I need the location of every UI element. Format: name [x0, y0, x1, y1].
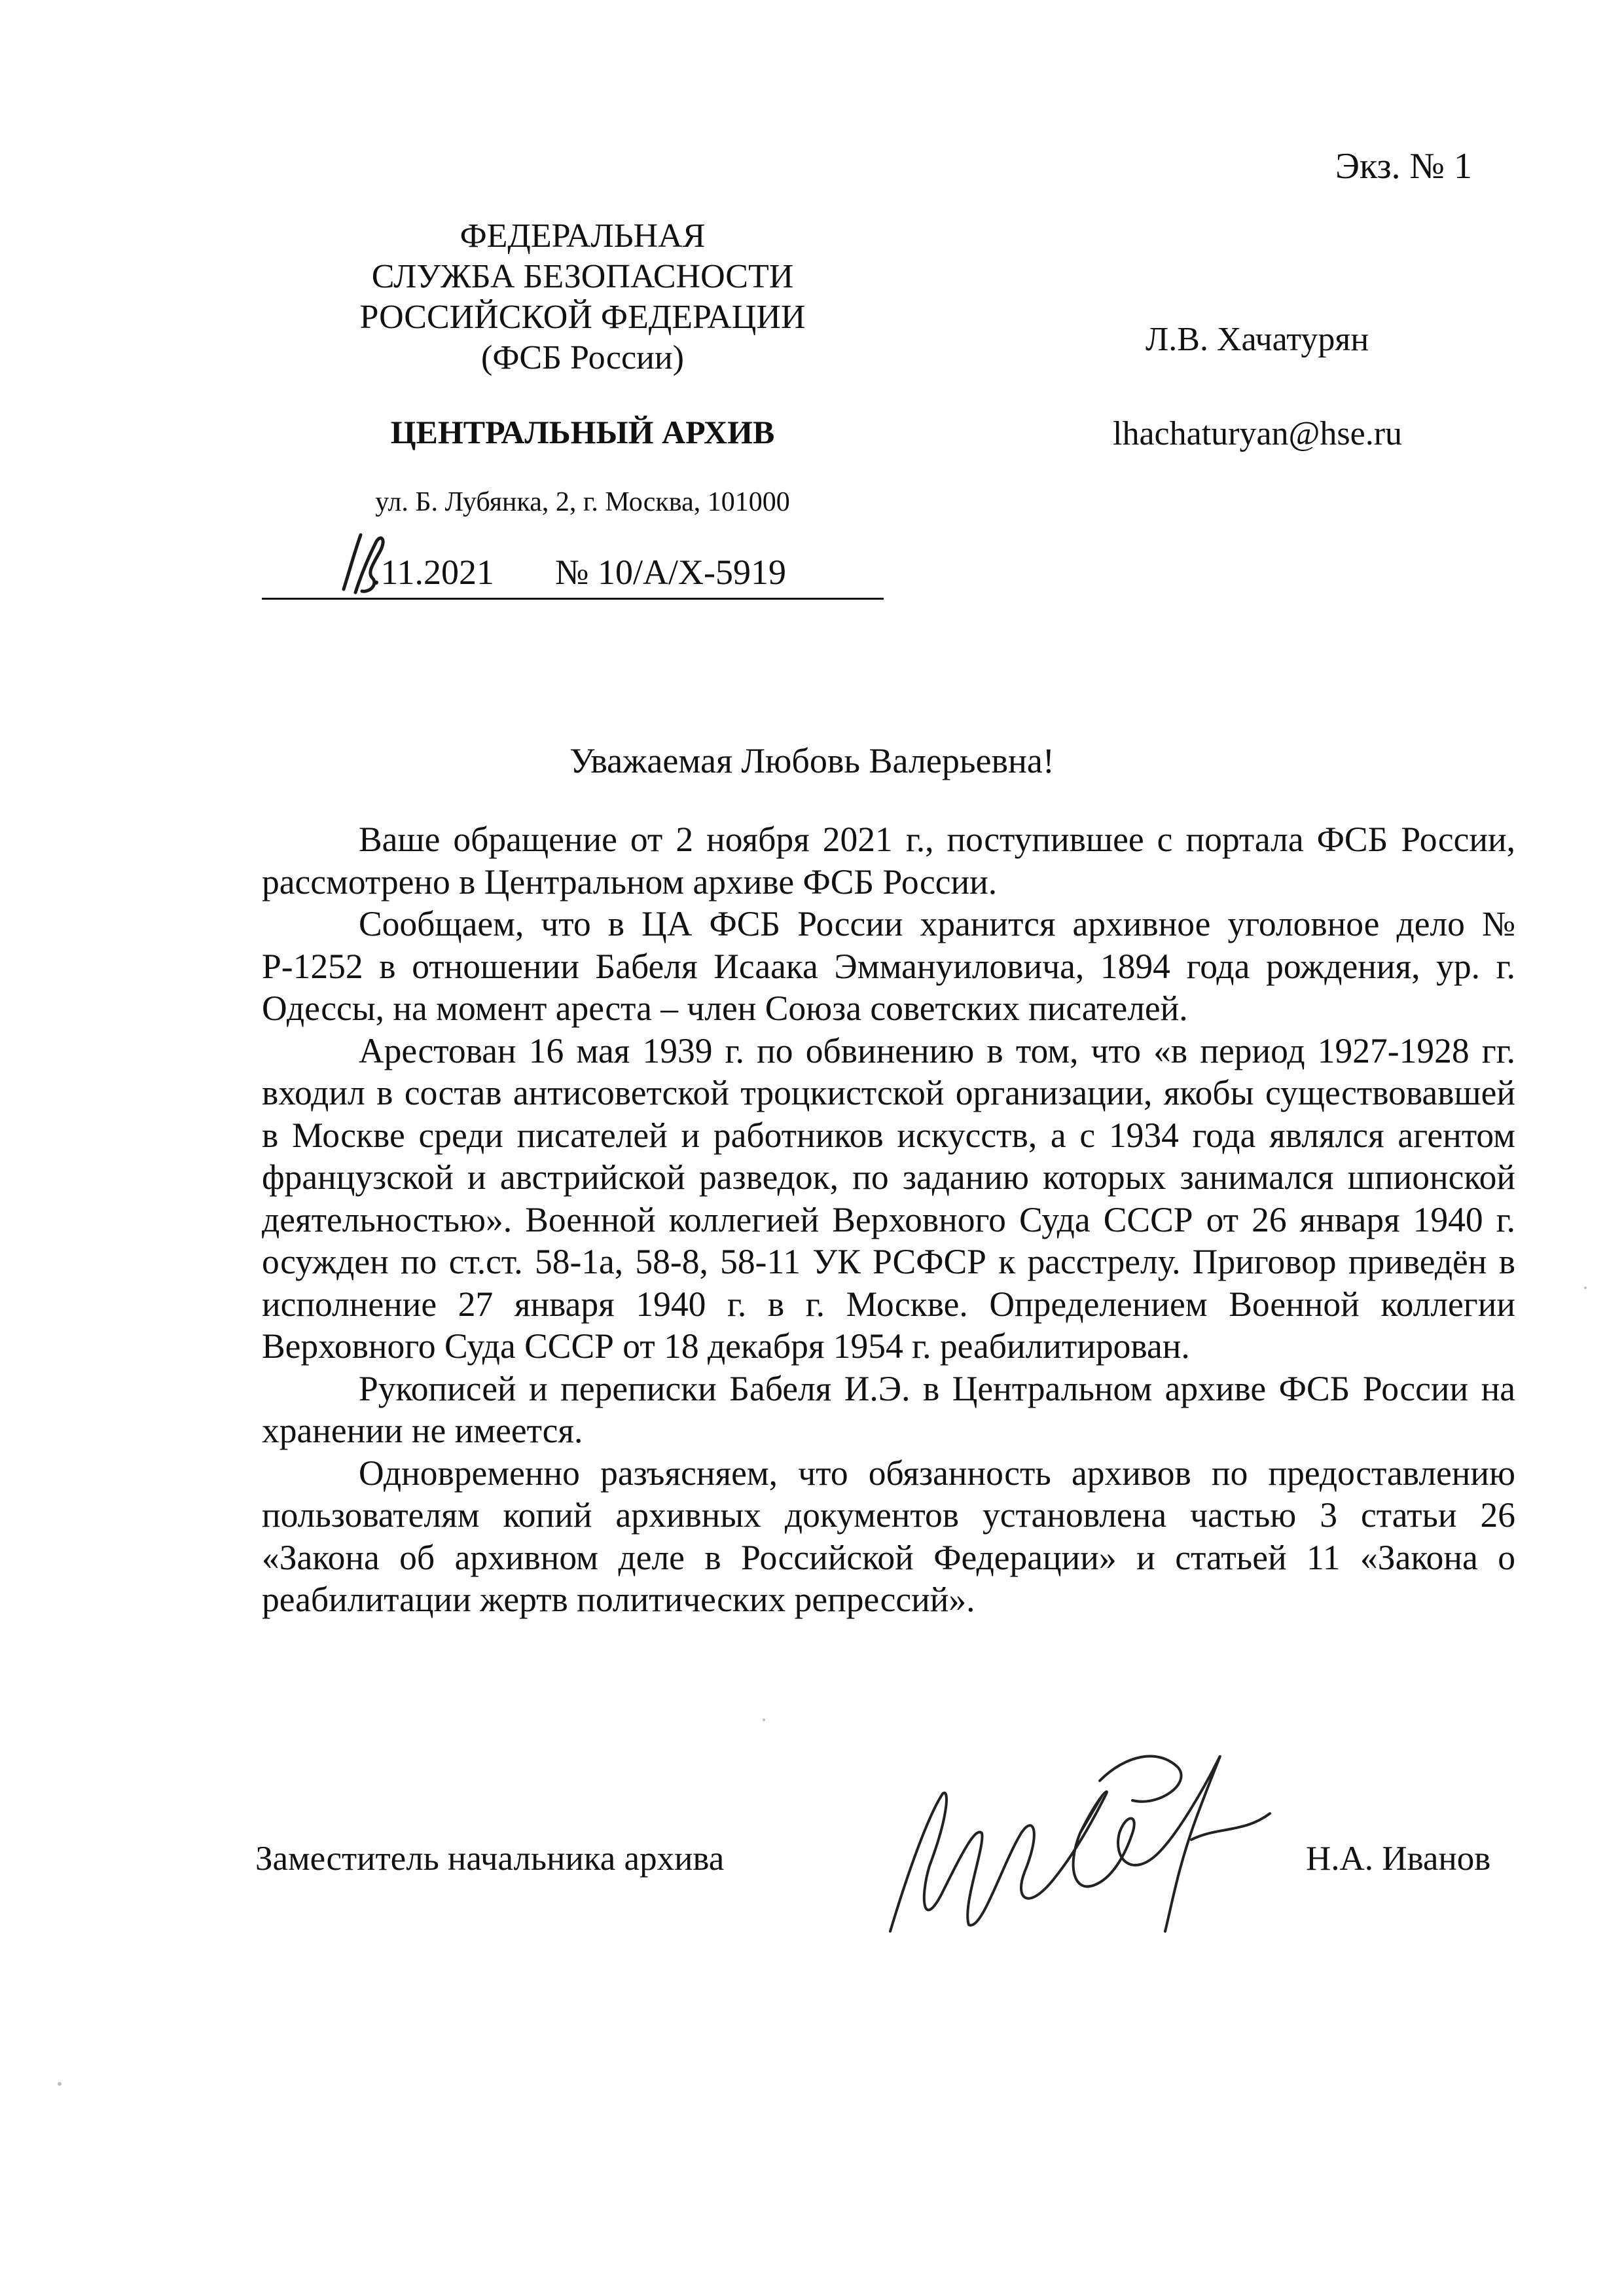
- registration-underline: [262, 598, 884, 600]
- org-line: РОССИЙСКОЙ ФЕДЕРАЦИИ: [359, 299, 806, 336]
- registration-date: .11.2021: [372, 553, 494, 592]
- archive-address: ул. Б. Лубянка, 2, г. Москва, 101000: [375, 487, 790, 517]
- registration-number: № 10/А/Х-5919: [555, 553, 787, 592]
- signatory-title: Заместитель начальника архива: [255, 1840, 725, 1878]
- scan-speck: [763, 1719, 765, 1721]
- org-line: СЛУЖБА БЕЗОПАСНОСТИ: [371, 258, 794, 295]
- paragraph: Ваше обращение от 2 ноября 2021 г., поступившее с портала ФСБ России, рассмотрено в Центральном архиве ФСБ России.: [262, 820, 1515, 902]
- signatory-name: Н.А. Иванов: [1306, 1840, 1491, 1878]
- letter-body: [262, 818, 1515, 1621]
- recipient-email: lhachaturyan@hse.ru: [1113, 415, 1403, 452]
- archive-name: ЦЕНТРАЛЬНЫЙ АРХИВ: [390, 414, 775, 450]
- scan-speck: [58, 2082, 62, 2086]
- org-line: ФЕДЕРАЛЬНАЯ: [460, 217, 706, 255]
- scan-speck: [1584, 1286, 1587, 1289]
- copy-number: Экз. № 1: [1335, 146, 1472, 187]
- org-line: (ФСБ России): [481, 339, 684, 376]
- recipient-name: Л.В. Хачатурян: [1146, 321, 1369, 358]
- paragraph: Одновременно разъясняем, что обязанность архивов по предоставлению пользователям копий архивных документов установлена частью 3 статьи 26 «Закона об архивном деле в Российской Федерации» и статьей 11 «Закона о реабилитации жертв политических репрессий».: [262, 1453, 1515, 1619]
- salutation: Уважаемая Любовь Валерьевна!: [569, 741, 1055, 780]
- organization-name: [340, 216, 825, 378]
- paragraph: Рукописей и переписки Бабеля И.Э. в Центральном архиве ФСБ России на хранении не имеется.: [262, 1368, 1515, 1450]
- paragraph: Сообщаем, что в ЦА ФСБ России хранится архивное уголовное дело № Р-1252 в отношении Бабеля Исаака Эммануиловича, 1894 года рождения, ур. г. Одессы, на момент ареста – член Союза советских писателей.: [262, 904, 1515, 1028]
- paragraph: Арестован 16 мая 1939 г. по обвинению в том, что «в период 1927-1928 гг. входил в состав антисоветской троцкистской организации, якобы существовавшей в Москве среди писателей и работников искусств, а с 1934 года являлся агентом французской и австрийской разведок, по заданию которых занимался шпионской деятельностью». Военной коллегией Верховного Суда СССР от 26 января 1940 г. осужден по ст.ст. 58-1а, 58-8, 58-11 УК РСФСР к расстрелу. Приговор приведён в исполнение 27 января 1940 г. в г. Москве. Определением Военной коллегии Верховного Суда СССР от 18 декабря 1954 г. реабилитирован.: [262, 1030, 1515, 1366]
- handwritten-signature: [851, 1735, 1283, 1951]
